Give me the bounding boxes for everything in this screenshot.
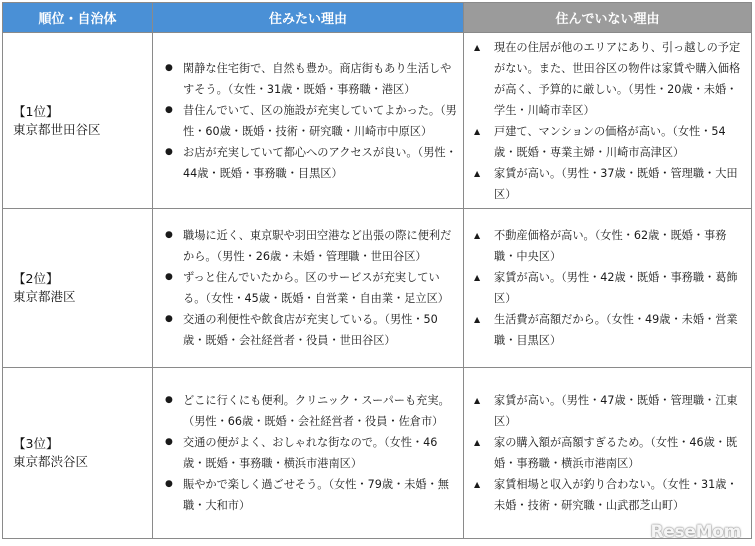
list-item: ▲ 不動産価格が高い。（女性・62歳・既婚・事務職・中央区）: [472, 225, 745, 267]
triangle-icon: ▲: [474, 273, 481, 282]
header-row: [3, 3, 752, 33]
rank-label: 【2位】: [13, 271, 59, 286]
header-rank: 順位・自治体: [3, 3, 153, 33]
watermark-logo: ReseMom: [650, 522, 741, 542]
triangle-icon: ▲: [474, 315, 481, 324]
list-item: ▲ 家賃が高い。（男性・37歳・既婚・管理職・大田区）: [472, 163, 745, 205]
triangle-icon: ▲: [474, 396, 481, 405]
bullet-icon: ●: [165, 272, 173, 282]
rank-cell: [3, 209, 153, 368]
list-item: ▲ 家の購入額が高額すぎるため。（女性・46歳・既婚・事務職・横浜市港南区）: [472, 432, 745, 474]
want-reasons-cell: [153, 368, 464, 539]
bullet-icon: ●: [165, 395, 173, 405]
not-living-reasons-cell: [464, 368, 752, 539]
list-item: ▲ 戸建て、マンションの価格が高い。（女性・54歳・既婚・専業主婦・川崎市高津区）: [472, 121, 745, 163]
triangle-icon: ▲: [474, 168, 481, 178]
rank-label: 【3位】: [13, 436, 59, 451]
list-item: ● 閑静な住宅街で、自然も豊か。商店街もあり生活しやすそう。（女性・31歳・既婚・事務職・港区）: [161, 58, 457, 100]
triangle-icon: ▲: [474, 480, 481, 489]
header-not-living-reason: 住んでいない理由: [464, 3, 752, 33]
rank-cell: [3, 33, 153, 209]
list-item: ● 職場に近く、東京駅や羽田空港など出張の際に便利だから。（男性・26歳・未婚・管理職・世田谷区）: [161, 225, 457, 267]
rank-label: 【1位】: [13, 103, 59, 119]
triangle-icon: ▲: [474, 42, 481, 52]
rank-cell: [3, 368, 153, 539]
bullet-icon: ●: [165, 479, 173, 489]
not-living-reasons-cell: [464, 33, 752, 209]
want-reasons-cell: [153, 209, 464, 368]
list-item: ● 交通の便がよく、おしゃれな街なので。（女性・46歳・既婚・事務職・横浜市港南区）: [161, 432, 457, 474]
triangle-icon: ▲: [474, 438, 481, 447]
want-reasons-cell: [153, 33, 464, 209]
not-living-reasons-cell: [464, 209, 752, 368]
triangle-icon: ▲: [474, 231, 481, 240]
bullet-icon: ●: [165, 62, 173, 73]
table-row: [3, 368, 752, 539]
list-item: ● 昔住んでいて、区の施設が充実していてよかった。（男性・60歳・既婚・技術・研究職・川崎市中原区）: [161, 100, 457, 142]
list-item: ▲ 家賃が高い。（男性・47歳・既婚・管理職・江東区）: [472, 390, 745, 432]
city-name: 東京都渋谷区: [13, 454, 89, 469]
list-item: ● 交通の利便性や飲食店が充実している。（男性・50歳・既婚・会社経営者・役員・世田谷区）: [161, 309, 457, 351]
table-row: [3, 209, 752, 368]
list-item: ▲ 家賃が高い。（男性・42歳・既婚・事務職・葛飾区）: [472, 267, 745, 309]
list-item: ▲ 現在の住居が他のエリアにあり、引っ越しの予定がない。また、世田谷区の物件は家賃や購入価格が高く、予算的に厳しい。（男性・20歳・未婚・学生・川崎市幸区）: [472, 37, 745, 121]
list-item: ● ずっと住んでいたから。区のサービスが充実している。（女性・45歳・既婚・自営業・自由業・足立区）: [161, 267, 457, 309]
bullet-icon: ●: [165, 230, 173, 240]
bullet-icon: ●: [165, 104, 173, 115]
list-item: ▲ 生活費が高額だから。（女性・49歳・未婚・営業職・目黒区）: [472, 309, 745, 351]
bullet-icon: ●: [165, 314, 173, 324]
bullet-icon: ●: [165, 146, 173, 157]
list-item: ● どこに行くにも便利。クリニック・スーパーも充実。（男性・66歳・既婚・会社経営者・役員・佐倉市）: [161, 390, 457, 432]
bullet-icon: ●: [165, 437, 173, 447]
list-item: ● 賑やかで楽しく過ごせそう。（女性・79歳・未婚・無職・大和市）: [161, 474, 457, 516]
triangle-icon: ▲: [474, 126, 481, 136]
table-row: [3, 33, 752, 209]
list-item: ▲ 家賃相場と収入が釣り合わない。（女性・31歳・未婚・技術・研究職・山武郡芝山町）: [472, 474, 745, 516]
header-want-reason: 住みたい理由: [153, 3, 464, 33]
ranking-table: [2, 2, 752, 539]
city-name: 東京都港区: [13, 289, 76, 304]
list-item: ● お店が充実していて都心へのアクセスが良い。（男性・44歳・既婚・事務職・目黒区）: [161, 142, 457, 184]
city-name: 東京都世田谷区: [13, 121, 101, 137]
